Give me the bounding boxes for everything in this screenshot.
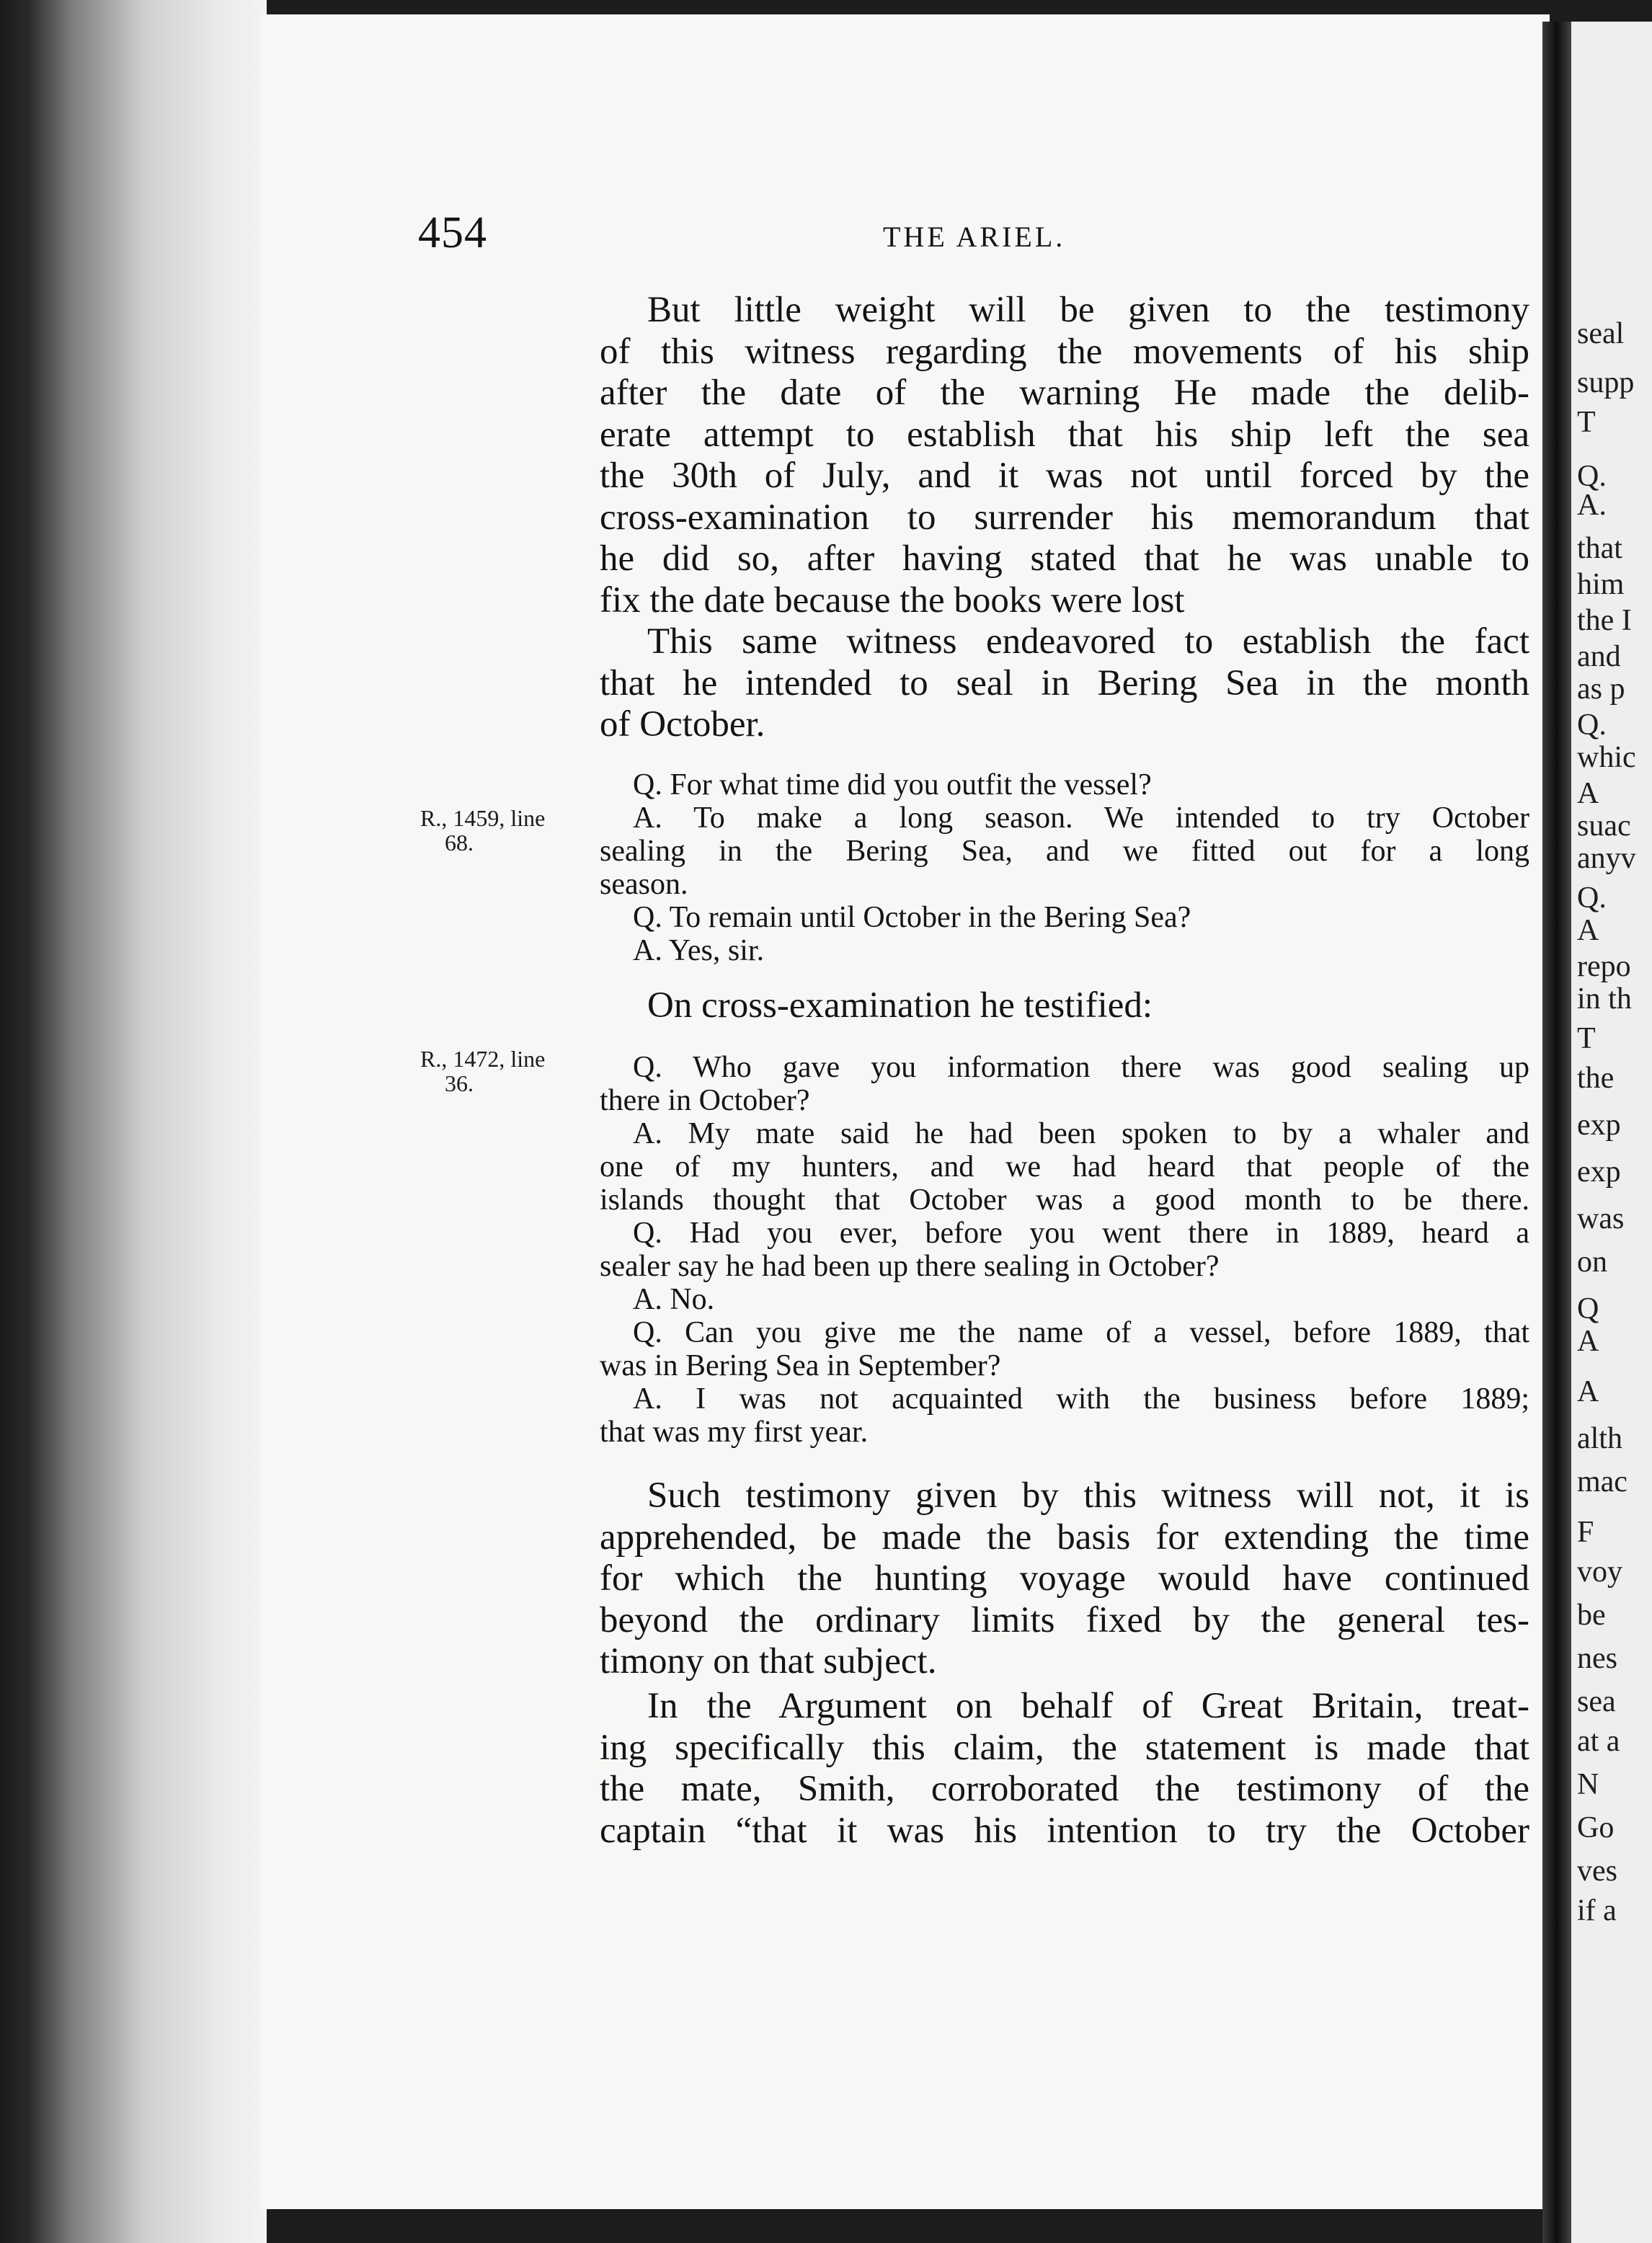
facing-page-fragment: Q.: [1577, 709, 1607, 742]
text-line: beyond the ordinary limits fixed by the general tes-: [600, 1599, 1529, 1640]
text-line: he did so, after having stated that he was unable to: [600, 538, 1529, 579]
testimony-line: A. No.: [633, 1283, 715, 1316]
facing-page: [1571, 22, 1652, 2243]
page-number: 454: [418, 208, 487, 257]
reference-line: 68.: [445, 830, 474, 856]
text-line: fix the date because the books were lost: [600, 579, 1185, 621]
testimony-line: was in Bering Sea in September?: [600, 1349, 1001, 1382]
facing-page-fragment: repo: [1577, 950, 1631, 983]
facing-page-fragment: at a: [1577, 1725, 1620, 1758]
facing-page-fragment: alth: [1577, 1422, 1622, 1455]
testimony-line: sealing in the Bering Sea, and we fitted out for a long: [600, 835, 1529, 868]
text-line: ing specifically this claim, the statement is made that: [600, 1727, 1529, 1768]
testimony-line: A. I was not acquainted with the business before 1889;: [633, 1382, 1529, 1416]
text-line: that he intended to seal in Bering Sea in the month: [600, 662, 1529, 703]
facing-page-fragment: the: [1577, 1062, 1615, 1095]
text-line: In the Argument on behalf of Great Britain, treat-: [647, 1686, 1529, 1726]
facing-page-fragment: Go: [1577, 1811, 1615, 1844]
facing-page-fragment: exp: [1577, 1109, 1621, 1142]
record-reference: [420, 806, 545, 855]
testimony-line: Q. To remain until October in the Bering Sea?: [633, 901, 1191, 934]
record-reference: [420, 1047, 545, 1096]
facing-page-fragment: A: [1577, 1325, 1599, 1358]
facing-page-fragment: Q: [1577, 1292, 1599, 1325]
facing-page-fragment: that: [1577, 532, 1622, 565]
paragraph-such-testimony: [600, 1475, 1529, 1683]
facing-page-fragment: sea: [1577, 1685, 1616, 1718]
facing-page-fragment: as p: [1577, 672, 1625, 706]
testimony-line: Q. Can you give me the name of a vessel, before 1889, that: [633, 1316, 1529, 1349]
facing-page-fragment: him: [1577, 568, 1625, 601]
facing-page-fragment: A: [1577, 914, 1599, 947]
facing-page-fragment: A: [1577, 1375, 1599, 1408]
text-line: erate attempt to establish that his ship left the sea: [600, 414, 1529, 455]
book-gutter: [1542, 22, 1571, 2243]
text-line: Such testimony given by this witness will not, it is: [647, 1475, 1529, 1516]
testimony-block-2: [600, 1051, 1529, 1449]
running-head: THE ARIEL.: [883, 221, 1066, 253]
text-line: This same witness endeavored to establish the fact: [647, 621, 1529, 662]
text-line: apprehended, be made the basis for extending the time: [600, 1516, 1529, 1558]
facing-page-fragment: Q.: [1577, 460, 1607, 493]
facing-page-fragment: in th: [1577, 982, 1632, 1016]
text-line: for which the hunting voyage would have continued: [600, 1558, 1529, 1599]
paragraph-warning-testimony: [600, 290, 1529, 621]
testimony-line: there in October?: [600, 1084, 810, 1117]
text-line: captain “that it was his intention to try the October: [600, 1810, 1529, 1851]
page-edge-shadow: [0, 0, 267, 2243]
facing-page-fragment: mac: [1577, 1465, 1627, 1498]
facing-page-fragment: nes: [1577, 1642, 1617, 1675]
testimony-line: one of my hunters, and we had heard that people of the: [600, 1150, 1529, 1183]
facing-page-fragment: T: [1577, 1022, 1596, 1055]
testimony-line: A. To make a long season. We intended to try October: [633, 801, 1529, 835]
facing-page-fragment: exp: [1577, 1155, 1621, 1189]
facing-page-fragment: was: [1577, 1202, 1625, 1235]
text-line: timony on that subject.: [600, 1641, 937, 1682]
text-line: of October.: [600, 704, 765, 745]
facing-page-fragment: A.: [1577, 489, 1607, 522]
text-line: cross-examination to surrender his memorandum that: [600, 497, 1529, 538]
text-line: of this witness regarding the movements of his ship: [600, 331, 1529, 372]
facing-page-fragment: F: [1577, 1516, 1594, 1549]
facing-page-fragment: seal: [1577, 317, 1625, 350]
paragraph-intended-seal: [600, 621, 1529, 746]
facing-page-fragment: suac: [1577, 809, 1631, 843]
facing-page-fragment: N: [1577, 1768, 1599, 1801]
reference-line: R., 1472, line: [420, 1046, 546, 1072]
cross-examination-lead: On cross-examination he testified:: [647, 985, 1153, 1026]
testimony-line: sealer say he had been up there sealing in October?: [600, 1250, 1220, 1283]
facing-page-fragment: anyv: [1577, 842, 1636, 875]
testimony-line: Q. Had you ever, before you went there in 1889, heard a: [633, 1217, 1529, 1250]
facing-page-fragment: supp: [1577, 366, 1635, 399]
facing-page-fragment: the I: [1577, 604, 1632, 637]
testimony-line: that was my first year.: [600, 1416, 869, 1449]
facing-page-fragment: be: [1577, 1599, 1606, 1632]
text-line: the mate, Smith, corroborated the testimony of the: [600, 1769, 1529, 1809]
facing-page-fragment: A: [1577, 777, 1599, 810]
testimony-line: A. My mate said he had been spoken to by a whaler and: [633, 1117, 1529, 1150]
text-line: But little weight will be given to the testimony: [647, 290, 1529, 330]
testimony-line: A. Yes, sir.: [633, 934, 765, 967]
facing-page-fragment: Q.: [1577, 881, 1607, 915]
paragraph-argument-great-britain: [600, 1686, 1529, 1852]
facing-page-fragment: T: [1577, 406, 1596, 439]
testimony-line: islands thought that October was a good month to be there.: [600, 1183, 1529, 1217]
testimony-line: Q. For what time did you outfit the vessel?: [633, 768, 1152, 801]
facing-page-fragment: if a: [1577, 1894, 1617, 1927]
facing-page-fragment: voy: [1577, 1555, 1622, 1589]
testimony-line: Q. Who gave you information there was good sealing up: [633, 1051, 1529, 1084]
testimony-block-1: [600, 768, 1529, 967]
facing-page-fragment: and: [1577, 640, 1621, 673]
reference-line: 36.: [445, 1070, 474, 1096]
reference-line: R., 1459, line: [420, 805, 546, 831]
facing-page-fragment: ves: [1577, 1855, 1617, 1888]
facing-page-fragment: on: [1577, 1245, 1607, 1279]
text-line: the 30th of July, and it was not until forced by the: [600, 456, 1529, 496]
facing-page-fragment: whic: [1577, 741, 1636, 774]
text-line: after the date of the warning He made the delib-: [600, 373, 1529, 413]
testimony-line: season.: [600, 868, 688, 901]
